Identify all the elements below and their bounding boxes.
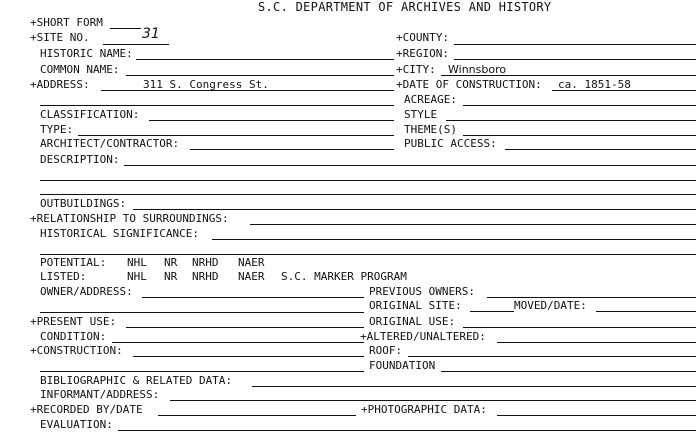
construction-label: +CONSTRUCTION: (30, 344, 123, 357)
altered-unaltered-line (497, 342, 696, 343)
present-use-line (126, 327, 364, 328)
altered-unaltered-label: +ALTERED/UNALTERED: (360, 330, 486, 343)
short-form-line (110, 28, 141, 29)
historic-name-line (136, 59, 394, 60)
description-line-3 (40, 194, 696, 195)
type-label: TYPE: (40, 123, 74, 136)
photographic-data-line (497, 415, 696, 416)
original-site-label: ORIGINAL SITE: (369, 299, 462, 312)
bibliographic-line (252, 386, 696, 387)
potential-label: POTENTIAL: (40, 256, 107, 269)
potential-naer: NAER (238, 256, 265, 269)
historic-name-label: HISTORIC NAME: (40, 47, 133, 60)
date-of-construction-value: ca. 1851-58 (558, 78, 631, 91)
county-line (454, 44, 696, 45)
date-of-construction-label: +DATE OF CONSTRUCTION: (396, 78, 542, 91)
historical-significance-line-2 (40, 254, 696, 255)
description-label: DESCRIPTION: (40, 153, 120, 166)
listed-nr: NR (164, 270, 178, 283)
recorded-by-date-label: +RECORDED BY/DATE (30, 403, 143, 416)
construction-line-1 (133, 356, 364, 357)
site-no-line (103, 44, 169, 45)
listed-naer: NAER (238, 270, 265, 283)
acreage-label: ACREAGE: (404, 93, 457, 106)
relationship-line (250, 224, 696, 225)
city-value: Winnsboro (448, 63, 507, 76)
owner-address-line-1 (142, 297, 364, 298)
region-label: +REGION: (396, 47, 449, 60)
site-no-label: +SITE NO. (30, 31, 90, 44)
present-use-label: +PRESENT USE: (30, 315, 117, 328)
condition-line (112, 342, 364, 343)
address-extra-line (40, 105, 394, 106)
evaluation-label: EVALUATION: (40, 418, 113, 431)
common-name-line (126, 75, 394, 76)
description-line-2 (40, 180, 696, 181)
original-use-label: ORIGINAL USE: (369, 315, 456, 328)
site-no-value: 31 (142, 26, 160, 42)
original-site-line (470, 311, 514, 312)
short-form-label: +SHORT FORM (30, 16, 103, 29)
recorded-by-date-line (158, 415, 356, 416)
roof-line (408, 356, 696, 357)
potential-nr: NR (164, 256, 178, 269)
roof-label: ROOF: (369, 344, 403, 357)
sc-marker-program: S.C. MARKER PROGRAM (281, 270, 407, 283)
region-line (454, 59, 696, 60)
photographic-data-label: +PHOTOGRAPHIC DATA: (361, 403, 487, 416)
evaluation-line (118, 430, 696, 431)
style-label: STYLE (404, 108, 438, 121)
architect-line (190, 149, 394, 150)
previous-owners-line (487, 297, 696, 298)
previous-owners-label: PREVIOUS OWNERS: (369, 285, 475, 298)
construction-line-2 (40, 371, 364, 372)
original-use-line (463, 327, 696, 328)
listed-nhl: NHL (127, 270, 147, 283)
owner-address-label: OWNER/ADDRESS: (40, 285, 133, 298)
city-label: +CITY: (396, 63, 436, 76)
county-label: +COUNTY: (396, 31, 449, 44)
type-line (78, 135, 394, 136)
foundation-line (441, 371, 696, 372)
moved-date-line (596, 311, 696, 312)
address-value: 311 S. Congress St. (143, 78, 269, 91)
listed-nrhd: NRHD (192, 270, 219, 283)
moved-date-label: MOVED/DATE: (514, 299, 587, 312)
historical-significance-label: HISTORICAL SIGNIFICANCE: (40, 227, 199, 240)
common-name-label: COMMON NAME: (40, 63, 120, 76)
classification-label: CLASSIFICATION: (40, 108, 140, 121)
condition-label: CONDITION: (40, 330, 107, 343)
outbuildings-line (133, 209, 696, 210)
public-access-label: PUBLIC ACCESS: (404, 137, 497, 150)
foundation-label: FOUNDATION (369, 359, 436, 372)
acreage-line (463, 105, 696, 106)
bibliographic-label: BIBLIOGRAPHIC & RELATED DATA: (40, 374, 233, 387)
informant-address-line (170, 400, 696, 401)
listed-label: LISTED: (40, 270, 87, 283)
description-line-1 (124, 165, 696, 166)
classification-line (149, 120, 394, 121)
address-label: +ADDRESS: (30, 78, 90, 91)
owner-address-line-2 (40, 312, 364, 313)
style-line (446, 120, 696, 121)
public-access-line (505, 149, 696, 150)
outbuildings-label: OUTBUILDINGS: (40, 197, 127, 210)
historical-significance-line-1 (212, 239, 696, 240)
themes-line (463, 135, 696, 136)
potential-nhl: NHL (127, 256, 147, 269)
relationship-label: +RELATIONSHIP TO SURROUNDINGS: (30, 212, 229, 225)
potential-nrhd: NRHD (192, 256, 219, 269)
themes-label: THEME(S) (404, 123, 457, 136)
form-title: S.C. DEPARTMENT OF ARCHIVES AND HISTORY (258, 0, 552, 14)
informant-address-label: INFORMANT/ADDRESS: (40, 388, 160, 401)
architect-label: ARCHITECT/CONTRACTOR: (40, 137, 180, 150)
